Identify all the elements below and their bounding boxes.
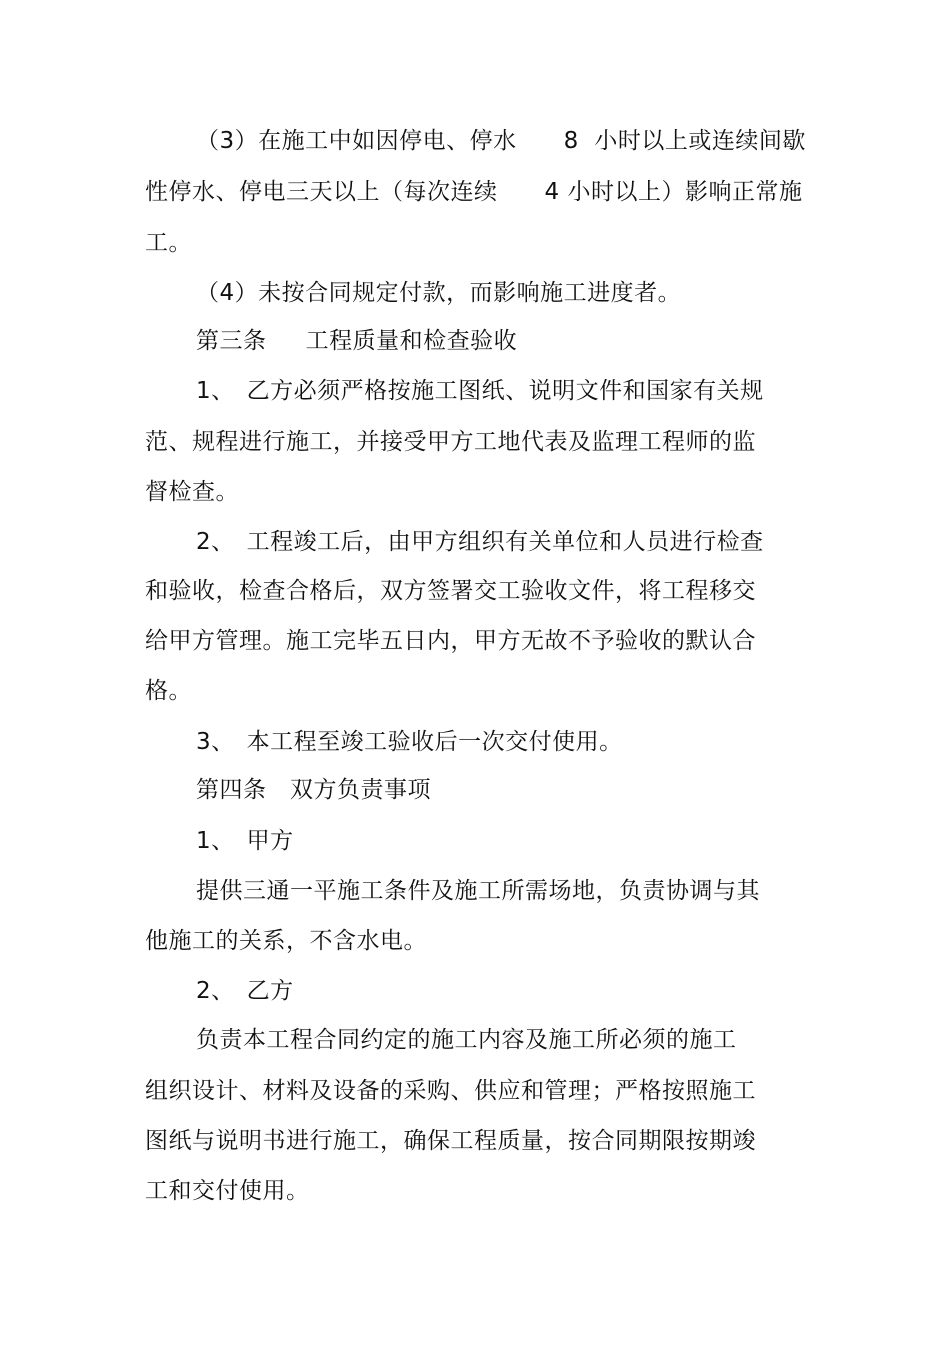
text-line: 1、 甲方 <box>196 828 294 854</box>
text-line: 负责本工程合同约定的施工内容及施工所必须的施工 <box>196 1027 737 1053</box>
text-line: 给甲方管理。施工完毕五日内，甲方无故不予验收的默认合 <box>145 628 756 654</box>
section-heading: 第三条 工程质量和检查验收 <box>196 328 518 354</box>
text-line: 督检查。 <box>145 479 239 505</box>
text-line: 组织设计、材料及设备的采购、供应和管理；严格按照施工 <box>145 1078 756 1104</box>
text-line: 2、 乙方 <box>196 978 294 1004</box>
text-line: 格。 <box>145 678 192 704</box>
text-line: 工。 <box>145 230 192 256</box>
text-line: 提供三通一平施工条件及施工所需场地，负责协调与其 <box>196 878 760 904</box>
text-line: 图纸与说明书进行施工，确保工程质量，按合同期限按期竣 <box>145 1128 756 1154</box>
section-heading: 第四条 双方负责事项 <box>196 777 431 803</box>
text-line: 和验收，检查合格后，双方签署交工验收文件，将工程移交 <box>145 578 756 604</box>
text-line: 范、规程进行施工，并接受甲方工地代表及监理工程师的监 <box>145 429 756 455</box>
text-line: 1、 乙方必须严格按施工图纸、说明文件和国家有关规 <box>196 378 764 404</box>
text-line: 他施工的关系，不含水电。 <box>145 928 427 954</box>
text-line: 3、 本工程至竣工验收后一次交付使用。 <box>196 729 623 755</box>
text-line: （4）未按合同规定付款，而影响施工进度者。 <box>196 280 682 306</box>
text-line: 2、 工程竣工后，由甲方组织有关单位和人员进行检查 <box>196 529 764 555</box>
text-line: （3）在施工中如因停电、停水 8 小时以上或连续间歇 <box>196 128 806 154</box>
text-line: 工和交付使用。 <box>145 1178 310 1204</box>
text-line: 性停水、停电三天以上（每次连续 4 小时以上）影响正常施 <box>145 179 803 205</box>
